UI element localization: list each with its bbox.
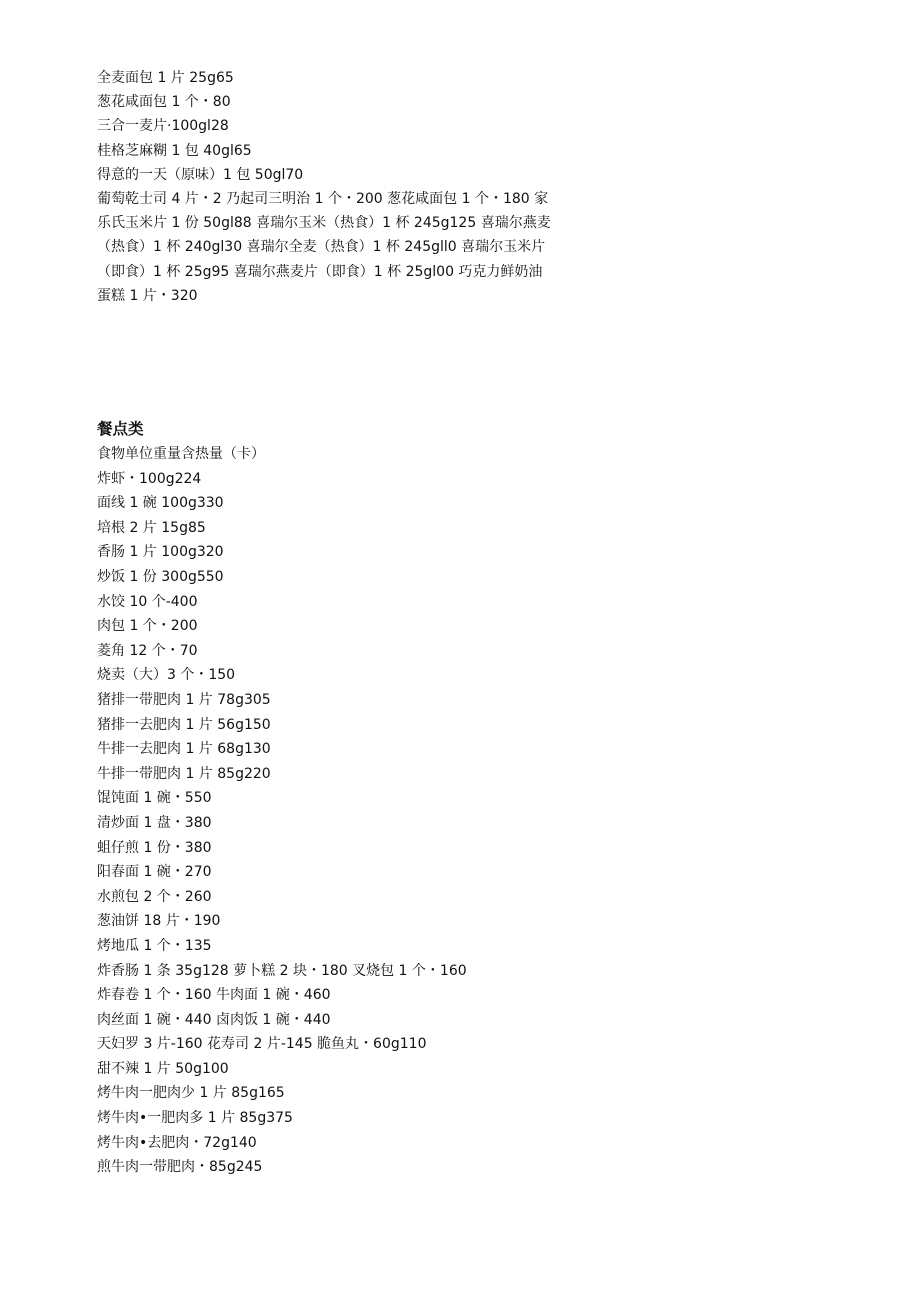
document-page (97, 66, 597, 1180)
list-item: 清炒面 1 盘・380 (97, 814, 212, 831)
paragraph-line: 乐氏玉米片 1 份 50gl88 喜瑞尔玉米（热食）1 杯 245g125 喜瑞尔燕麦 (97, 215, 551, 232)
list-item: 肉丝面 1 碗・440 卤肉饭 1 碗・440 (97, 1011, 331, 1028)
list-item: 炸虾・100g224 (97, 470, 202, 487)
list-item: 烧卖（大）3 个・150 (97, 667, 236, 684)
list-item: 桂格芝麻糊 1 包 40gl65 (97, 142, 252, 159)
list-item: 培根 2 片 15g85 (97, 519, 206, 536)
list-item: 炸春卷 1 个・160 牛肉面 1 碗・460 (97, 987, 331, 1004)
list-item: 水煎包 2 个・260 (97, 888, 212, 905)
list-item: 全麦面包 1 片 25g65 (97, 70, 234, 86)
list-item: 牛排一去肥肉 1 片 68g130 (97, 741, 271, 758)
list-item: 炒饭 1 份 300g550 (97, 569, 224, 585)
paragraph-line: 葡萄乾士司 4 片・2 乃起司三明治 1 个・200 葱花咸面包 1 个・180 家 (97, 191, 549, 208)
list-item: 猪排一去肥肉 1 片 56g150 (97, 716, 271, 733)
list-item: 三合一麦片·100gl28 (97, 118, 229, 135)
list-item: 馄饨面 1 碗・550 (97, 790, 212, 807)
list-item: 烤地瓜 1 个・135 (97, 937, 212, 954)
list-item: 肉包 1 个・200 (97, 618, 198, 635)
list-item: 煎牛肉一带肥肉・85g245 (97, 1159, 263, 1176)
list-item: 得意的一天（原味）1 包 50gl70 (97, 166, 304, 183)
bread-cereal-list (97, 66, 597, 308)
paragraph-line: （热食）1 杯 240gl30 喜瑞尔全麦（热食）1 杯 245gll0 喜瑞尔玉米片 (97, 239, 546, 256)
list-item: 烤牛肉•一肥肉多 1 片 85g375 (97, 1110, 293, 1127)
list-item: 烤牛肉一肥肉少 1 片 85g165 (97, 1085, 285, 1102)
list-item: 面线 1 碗 100g330 (97, 495, 224, 512)
list-item: 香肠 1 片 100g320 (97, 544, 224, 561)
list-item: 蛆仔煎 1 份・380 (97, 839, 212, 856)
list-item: 葱油饼 18 片・190 (97, 913, 221, 930)
paragraph-line: （即食）1 杯 25g95 喜瑞尔燕麦片（即食）1 杯 25gl00 巧克力鲜奶油 (97, 263, 543, 280)
list-item: 阳春面 1 碗・270 (97, 864, 212, 881)
meals-section (97, 417, 597, 1180)
section-heading: 餐点类 (97, 420, 144, 439)
list-item: 炸香肠 1 条 35g128 萝卜糕 2 块・180 叉烧包 1 个・160 (97, 962, 467, 979)
list-item: 水饺 10 个-400 (97, 593, 198, 610)
paragraph-line: 蛋糕 1 片・320 (97, 287, 198, 304)
list-item: 牛排一带肥肉 1 片 85g220 (97, 765, 271, 782)
list-item: 猪排一带肥肉 1 片 78g305 (97, 691, 271, 708)
list-item: 烤牛肉•去肥肉・72g140 (97, 1134, 257, 1151)
table-header-line: 食物单位重量含热量（卡） (97, 446, 265, 463)
list-item: 菱角 12 个・70 (97, 642, 198, 659)
list-item: 甜不辣 1 片 50g100 (97, 1060, 229, 1077)
list-item: 天妇罗 3 片-160 花寿司 2 片-145 脆鱼丸・60g110 (97, 1036, 427, 1053)
list-item: 葱花咸面包 1 个・80 (97, 94, 231, 111)
